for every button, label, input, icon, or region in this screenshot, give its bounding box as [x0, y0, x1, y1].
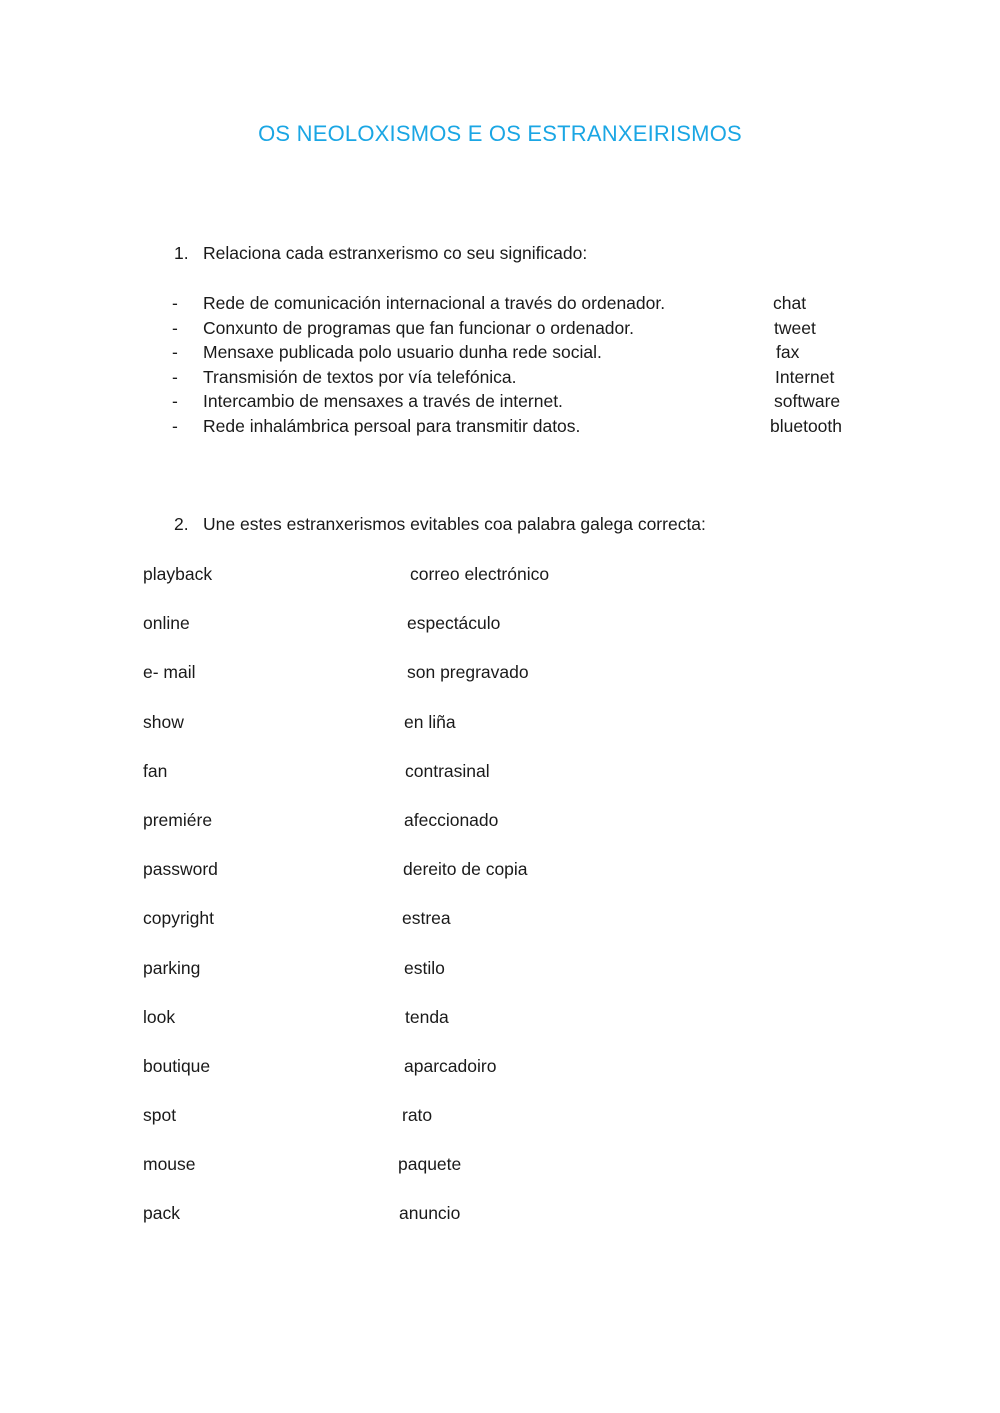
term-word: chat	[773, 293, 807, 313]
galician-word: dereito de copia	[403, 859, 528, 880]
definition-text: Conxunto de programas que fan funcionar o ordenador.	[203, 317, 634, 338]
definition-text: Rede de comunicación internacional a través do ordenador.	[203, 293, 666, 313]
term-word: Internet	[775, 366, 835, 387]
word-pair-row	[142, 1151, 742, 1200]
definition-row	[172, 389, 872, 414]
word-pair-row	[142, 807, 742, 856]
page-title: OS NEOLOXISMOS E OS ESTRANXEIRISMOS	[258, 121, 742, 146]
galician-word: estilo	[404, 957, 445, 978]
galician-word: afeccionado	[404, 809, 499, 830]
galician-word: anuncio	[399, 1203, 461, 1224]
galician-word: en liña	[404, 711, 456, 732]
galician-word: tenda	[405, 1006, 449, 1027]
word-pair-row	[142, 905, 742, 954]
word-pair-row	[142, 1102, 742, 1151]
foreign-word: e- mail	[143, 662, 196, 683]
word-pair-row	[142, 610, 742, 659]
definition-row	[172, 365, 872, 390]
galician-word: espectáculo	[407, 613, 501, 634]
bullet-dash: -	[172, 293, 178, 313]
word-pair-row	[142, 1053, 742, 1102]
term-word: fax	[776, 342, 800, 363]
galician-word: aparcadoiro	[404, 1055, 497, 1076]
word-pair-row	[142, 856, 742, 905]
foreign-word: online	[143, 613, 190, 634]
foreign-word: show	[143, 711, 184, 732]
definition-row	[172, 291, 872, 316]
definition-text: Transmisión de textos por vía telefónica.	[203, 366, 517, 387]
question-2-prompt: Une estes estranxerismos evitables coa palabra galega correcta:	[203, 514, 706, 534]
word-pair-row	[142, 561, 742, 610]
bullet-dash: -	[172, 415, 178, 436]
foreign-word: fan	[143, 760, 168, 781]
galician-word: estrea	[402, 908, 451, 929]
galician-word: correo electrónico	[410, 564, 550, 584]
foreign-word: mouse	[143, 1154, 196, 1175]
foreign-word: spot	[143, 1105, 177, 1126]
definition-row	[172, 414, 872, 439]
bullet-dash: -	[172, 366, 178, 387]
bullet-dash: -	[172, 342, 178, 363]
foreign-word: playback	[143, 564, 213, 584]
galician-word: son pregravado	[407, 662, 529, 683]
word-pair-list	[142, 561, 742, 1250]
foreign-word: look	[143, 1006, 176, 1027]
foreign-word: premiére	[143, 809, 213, 830]
word-pair-row	[142, 955, 742, 1004]
word-pair-row	[142, 758, 742, 807]
galician-word: rato	[402, 1105, 433, 1126]
definition-list	[172, 291, 872, 439]
word-pair-row	[142, 1004, 742, 1053]
word-pair-row	[142, 709, 742, 758]
question-1-prompt: Relaciona cada estranxerismo co seu significado:	[203, 243, 588, 263]
definition-row	[172, 340, 872, 365]
word-pair-row	[142, 659, 742, 708]
bullet-dash: -	[172, 391, 178, 412]
word-pair-row	[142, 1200, 742, 1249]
definition-row	[172, 316, 872, 341]
question-1-heading	[174, 243, 587, 264]
definition-text: Intercambio de mensaxes a través de internet.	[203, 391, 563, 412]
galician-word: paquete	[398, 1154, 462, 1175]
term-word: software	[774, 391, 841, 412]
question-1-number: 1.	[174, 243, 189, 263]
question-2-heading	[174, 514, 706, 535]
definition-text: Mensaxe publicada polo usuario dunha rede social.	[203, 342, 602, 363]
question-2-number: 2.	[174, 514, 189, 534]
term-word: tweet	[774, 317, 816, 338]
foreign-word: password	[143, 859, 218, 880]
foreign-word: boutique	[143, 1055, 211, 1076]
definition-text: Rede inhalámbrica persoal para transmitir datos.	[203, 415, 581, 436]
foreign-word: pack	[143, 1203, 180, 1224]
term-word: bluetooth	[770, 415, 843, 436]
bullet-dash: -	[172, 317, 178, 338]
galician-word: contrasinal	[405, 760, 490, 781]
foreign-word: parking	[143, 957, 201, 978]
foreign-word: copyright	[143, 908, 215, 929]
